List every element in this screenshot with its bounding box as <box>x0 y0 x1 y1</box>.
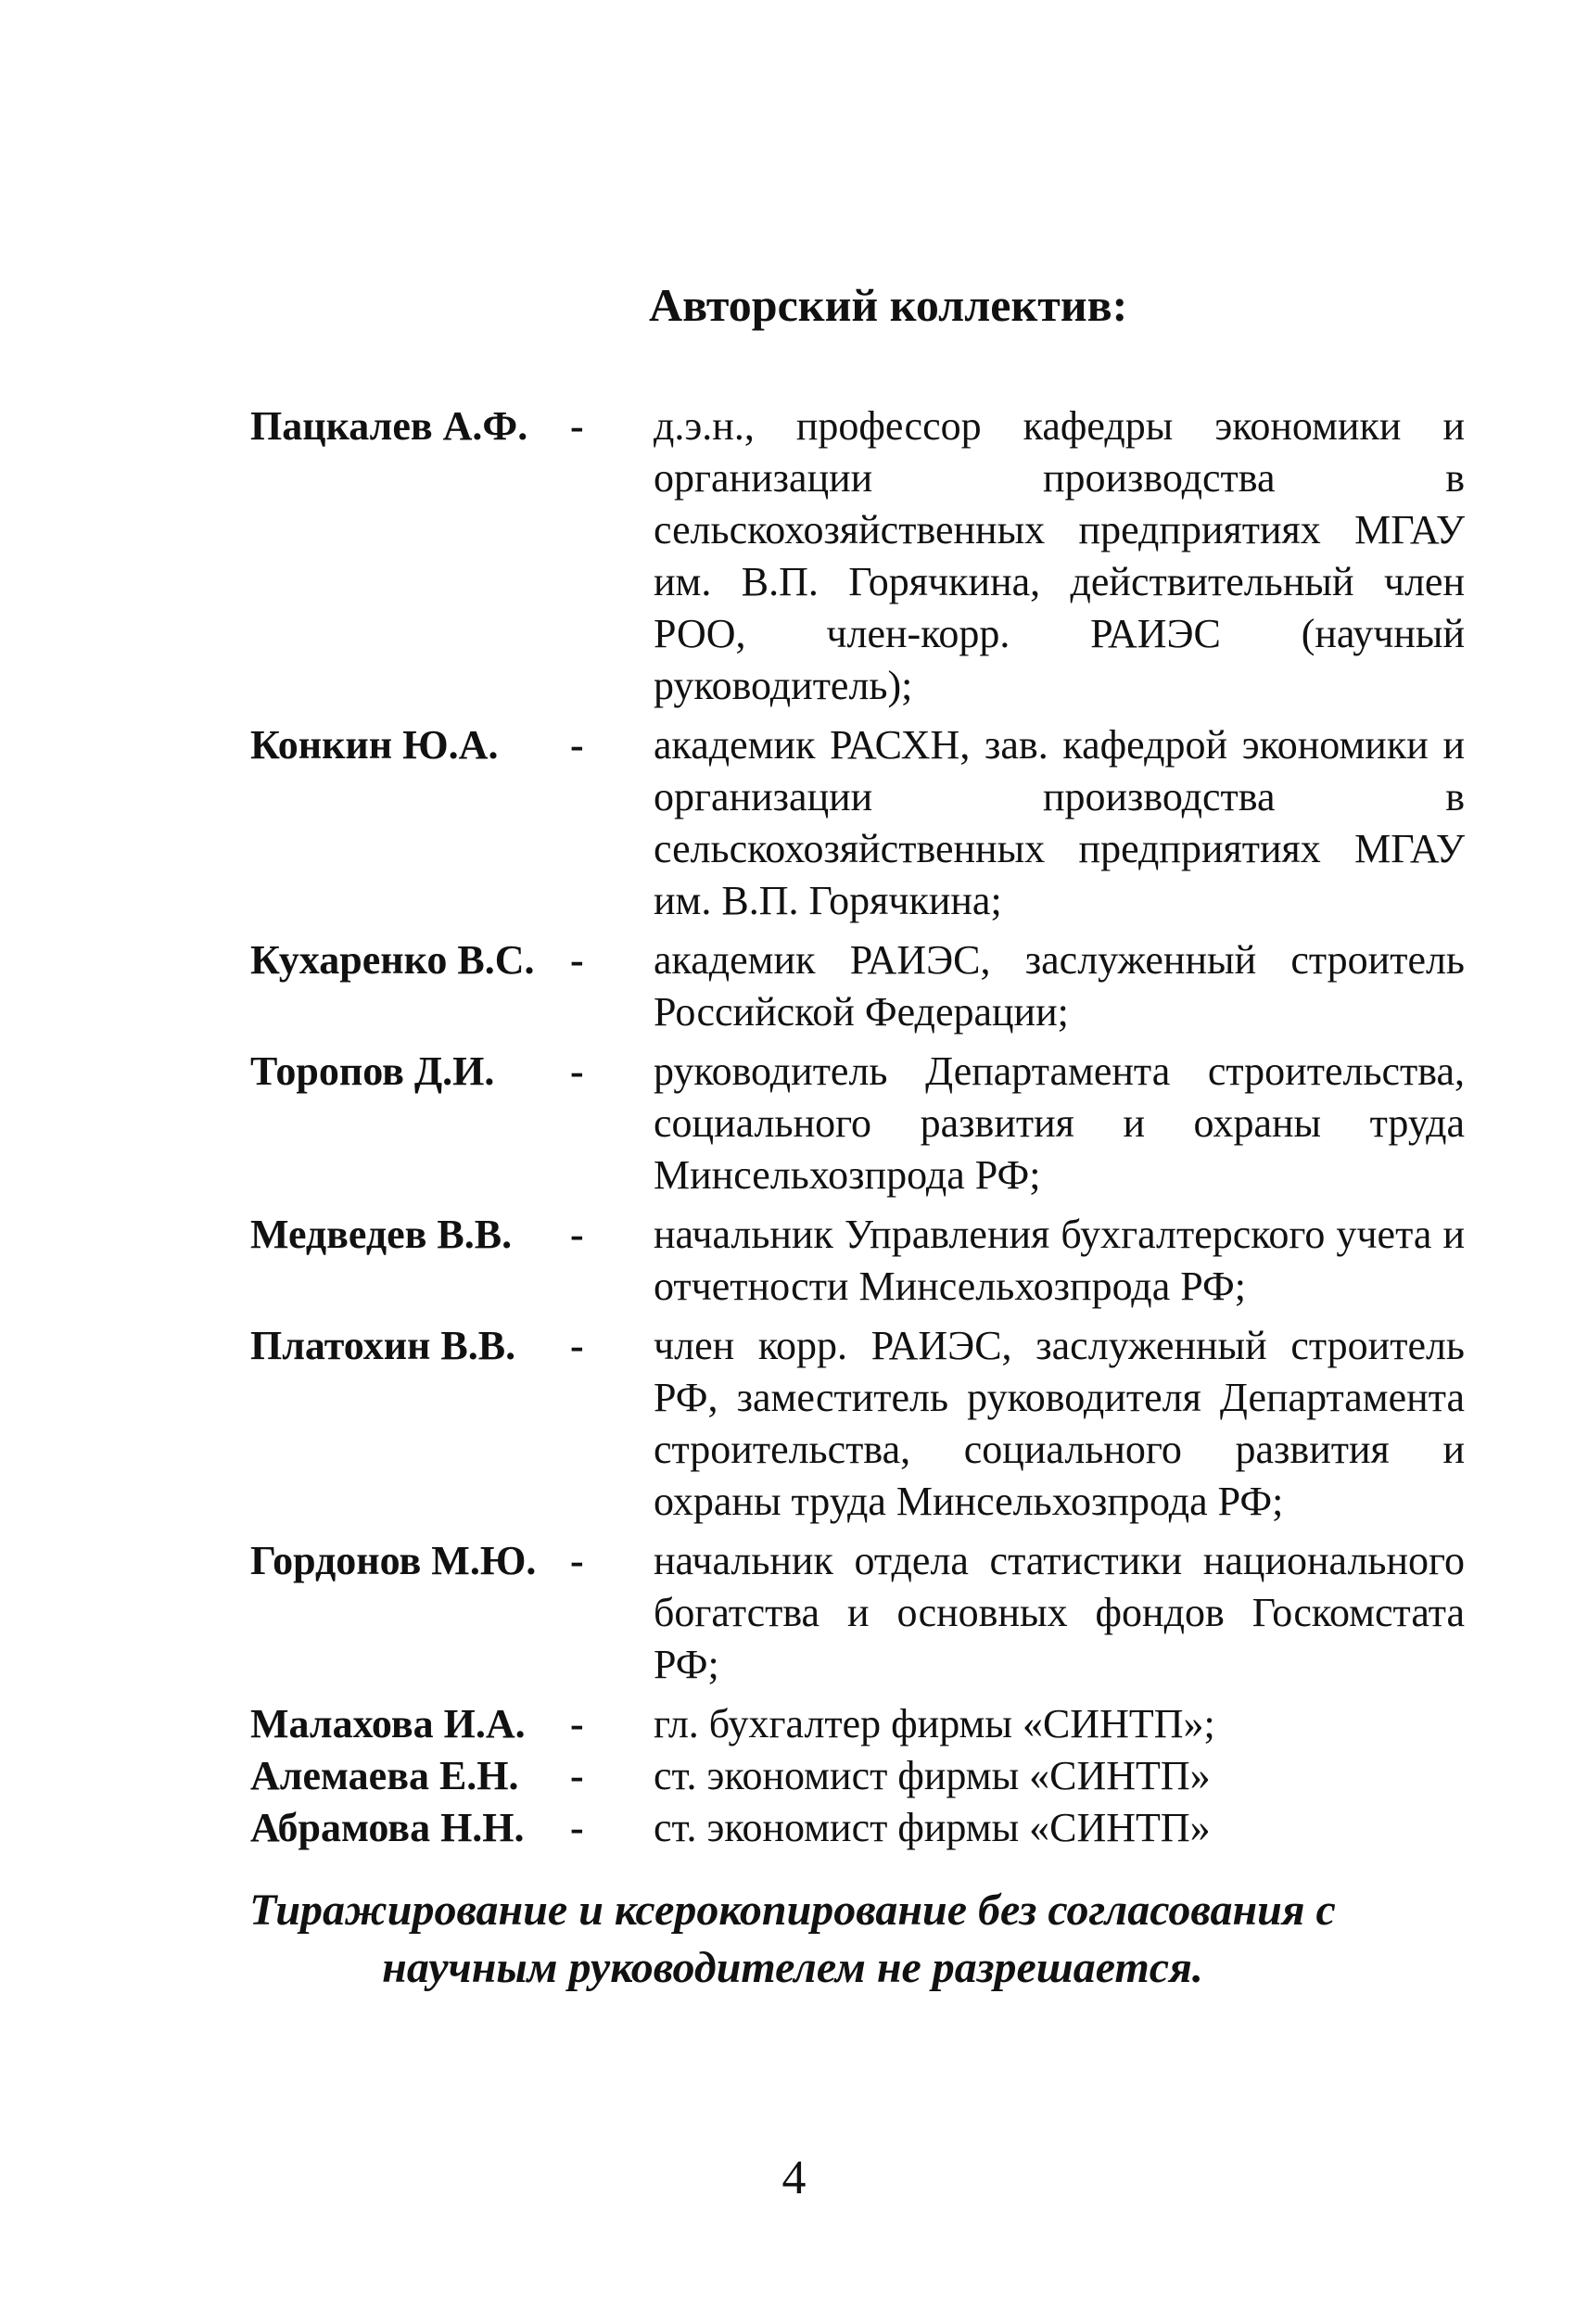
author-entry <box>250 1209 1465 1313</box>
author-dash: - <box>570 403 584 449</box>
author-entry <box>250 1802 1465 1854</box>
author-description: начальник отдела статистики национального богатства и основных фондов Госкомстата РФ; <box>654 1538 1465 1687</box>
author-name: Медведев В.В. <box>250 1212 513 1257</box>
author-description: гл. бухгалтер фирмы «СИНТП»; <box>654 1701 1215 1746</box>
author-name: Пацкалев А.Ф. <box>250 403 528 449</box>
author-name: Торопов Д.И. <box>250 1048 495 1094</box>
author-dash: - <box>570 1212 584 1257</box>
author-description: руководитель Департамента строительства, социального развития и охраны труда Минсельхозпрода РФ; <box>654 1048 1465 1198</box>
author-name: Абрамова Н.Н. <box>250 1805 525 1850</box>
copy-restriction-notice: Тиражирование и ксерокопирование без согласования с научным руководителем не разрешается. <box>249 1886 1336 1992</box>
author-entry <box>250 719 1465 927</box>
author-entry <box>250 1535 1465 1691</box>
author-entry <box>250 1046 1465 1201</box>
author-dash: - <box>570 1323 584 1368</box>
author-entry <box>250 1320 1465 1528</box>
author-entry <box>250 400 1465 712</box>
author-name: Алемаева Е.Н. <box>250 1753 519 1798</box>
author-name: Конкин Ю.А. <box>250 722 499 768</box>
author-list <box>250 400 1465 1854</box>
author-dash: - <box>570 1048 584 1094</box>
page-heading: Авторский коллектив: <box>649 279 1128 331</box>
author-name: Кухаренко В.С. <box>250 937 535 983</box>
author-description: академик РАСХН, зав. кафедрой экономики и организации производства в сельскохозяйственных предприятиях МГАУ им. В.П. Горячкина; <box>654 722 1465 923</box>
author-description: начальник Управления бухгалтерского учета и отчетности Минсельхозпрода РФ; <box>654 1212 1465 1309</box>
author-dash: - <box>570 1753 584 1798</box>
author-entry <box>250 1698 1465 1750</box>
author-dash: - <box>570 1538 584 1583</box>
author-entry <box>250 934 1465 1038</box>
author-dash: - <box>570 1701 584 1746</box>
author-description: член корр. РАИЭС, заслуженный строитель РФ, заместитель руководителя Департамента строительства, социального развития и охраны труда Минсельхозпрода РФ; <box>654 1323 1465 1524</box>
author-name: Малахова И.А. <box>250 1701 526 1746</box>
author-entry <box>250 1750 1465 1802</box>
author-name: Гордонов М.Ю. <box>250 1538 537 1583</box>
page-number: 4 <box>781 2152 807 2204</box>
author-dash: - <box>570 722 584 768</box>
author-description: ст. экономист фирмы «СИНТП» <box>654 1805 1211 1850</box>
author-dash: - <box>570 937 584 983</box>
author-description: ст. экономист фирмы «СИНТП» <box>654 1753 1211 1798</box>
author-name: Платохин В.В. <box>250 1323 516 1368</box>
author-dash: - <box>570 1805 584 1850</box>
author-description: д.э.н., профессор кафедры экономики и организации производства в сельскохозяйственных предприятиях МГАУ им. В.П. Горячкина, действительный член РОО, член-корр. РАИЭС (научный руководитель); <box>654 403 1465 708</box>
author-description: академик РАИЭС, заслуженный строитель Российской Федерации; <box>654 937 1465 1035</box>
